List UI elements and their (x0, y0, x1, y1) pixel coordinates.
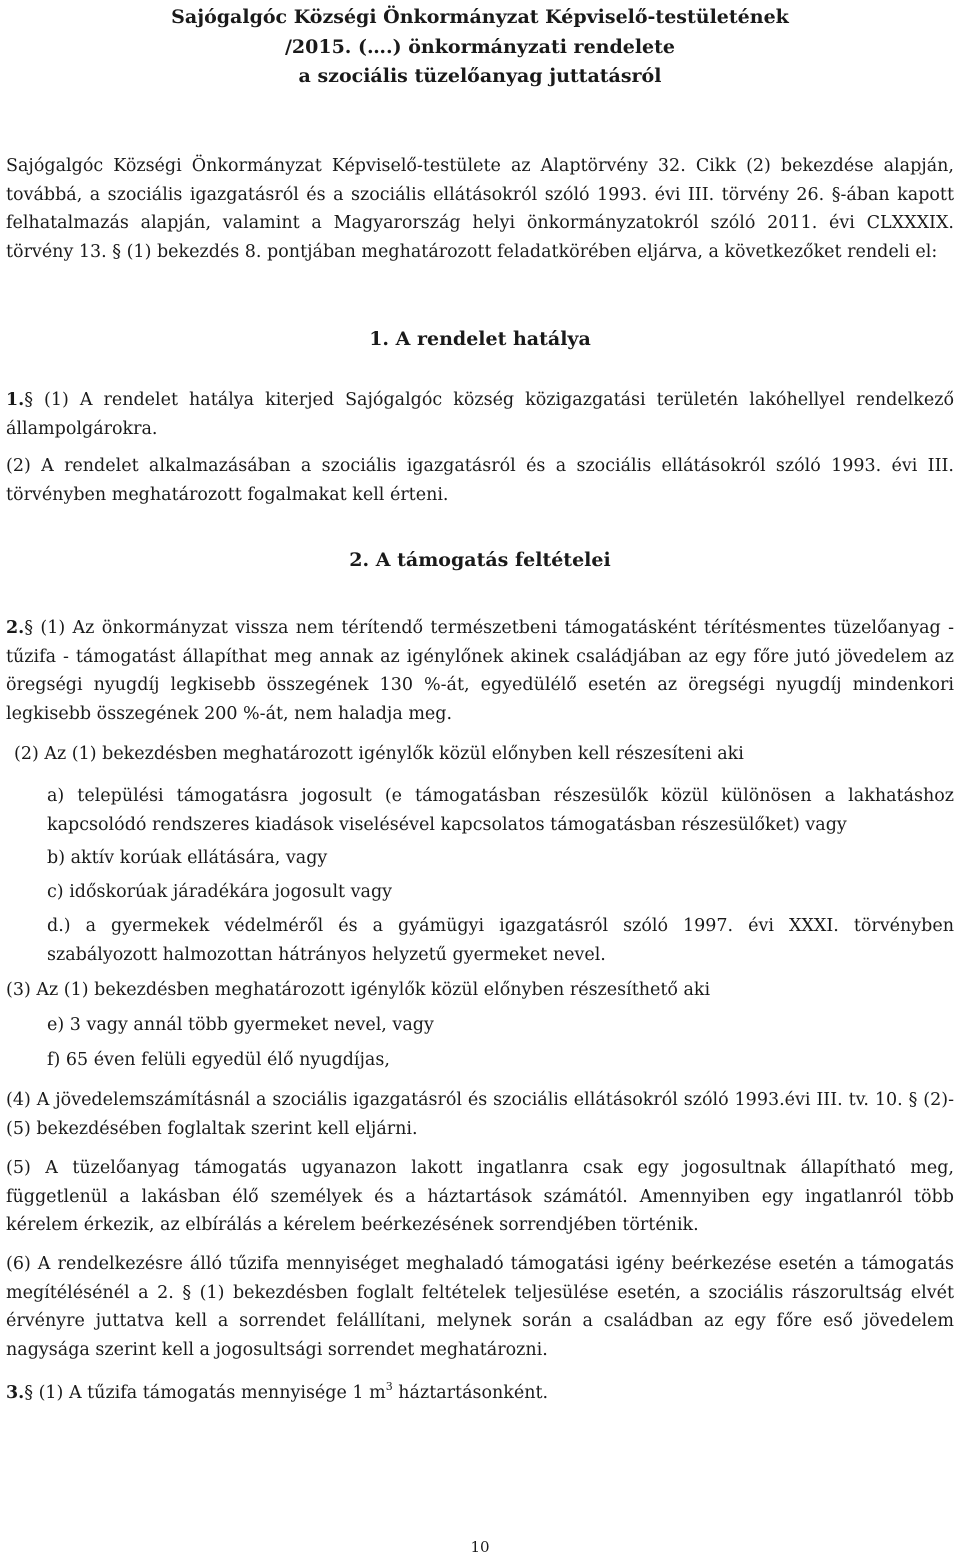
title-line-1: Sajógalgóc Községi Önkormányzat Képviselő-testületének (171, 6, 789, 28)
section-2-paragraph-3: (3) Az (1) bekezdésben meghatározott igénylők közül előnyben részesíthető aki (6, 980, 711, 1000)
title-line-2: /2015. (….) önkormányzati rendelete (284, 35, 676, 58)
section-2-paragraph-6: (6) A rendelkezésre álló tűzifa mennyiséget meghaladó támogatási igény beérkezése esetén a támogatás megítélésénél a 2. § (1) bekezdésben foglalt feltételek teljesülése esetén, a szociális rászorultság elvét érvényre juttatva kell a sorrendet felállítani, melynek során a családban az egy főre eső jövedelem nagysága szerint kell a jogosultsági sorrendet meghatározni. (6, 1254, 954, 1360)
superscript: 3 (385, 1380, 393, 1394)
section-1-paragraph-2: (2) A rendelet alkalmazásában a szociális igazgatásról és a szociális ellátásokról szóló 1993. évi III. törvényben meghatározott fogalmakat kell érteni. (6, 456, 954, 505)
section-2-paragraph-2: (2) Az (1) bekezdésben meghatározott igénylők közül előnyben kell részesíteni aki (14, 744, 744, 764)
section-1-heading: 1. A rendelet hatálya (369, 328, 591, 350)
paragraph-text: § (1) A tűzifa támogatás mennyisége 1 m (24, 1383, 386, 1403)
section-2-paragraph-5: (5) A tüzelőanyag támogatás ugyanazon lakott ingatlanra csak egy jogosultnak állapítható meg, függetlenül a lakásban élő személyek és a háztartások számától. Amennyiben egy ingatlanról több kérelem érkezik, az elbírálás a kérelem beérkezésének sorrendjében történik. (6, 1158, 954, 1236)
section-1-paragraph-1 (6, 386, 954, 443)
section-2-paragraph-1 (6, 614, 954, 728)
section-2-heading: 2. A támogatás feltételei (349, 549, 611, 571)
paragraph-text: § (1) A rendelet hatálya kiterjed Sajógalgóc község közigazgatási területén lakóhellyel rendelkező állampolgárokra. (6, 390, 954, 439)
page-number: 10 (470, 1538, 490, 1556)
paragraph-text: § (1) Az önkormányzat vissza nem térítendő természetbeni támogatásként térítésmentes tüzelőanyag - tűzifa - támogatást állapíthat meg annak az igénylőnek akinek családjában az egy főre jutó jövedelem az öregségi nyugdíj legkisebb összegének 130 %-át, egyedülélő esetén az öregségi nyugdíj mindenkori legkisebb összegének 200 %-át, nem haladja meg. (6, 618, 954, 724)
document-title (0, 3, 960, 92)
section-3-paragraph-1 (6, 1379, 954, 1408)
section-number: 1. (6, 390, 25, 410)
section-number: 3. (6, 1383, 25, 1403)
section-2-paragraph-4: (4) A jövedelemszámításnál a szociális igazgatásról és szociális ellátásokról szóló 1993.évi III. tv. 10. § (2)-(5) bekezdésében foglaltak szerint kell eljárni. (6, 1090, 954, 1139)
list-item-f: f) 65 éven felüli egyedül élő nyugdíjas, (47, 1050, 390, 1070)
list-item-e: e) 3 vagy annál több gyermeket nevel, vagy (47, 1015, 434, 1035)
title-line-3: a szociális tüzelőanyag juttatásról (298, 65, 662, 87)
preamble: Sajógalgóc Községi Önkormányzat Képviselő-testülete az Alaptörvény 32. Cikk (2) bekezdése alapján, továbbá, a szociális igazgatásról és a szociális ellátásokról szóló 1993. évi III. törvény 26. §-ában kapott felhatalmazás alapján, valamint a Magyarország helyi önkormányzatokról szóló 2011. évi CLXXXIX. törvény 13. § (1) bekezdés 8. pontjában meghatározott feladatkörében eljárva, a következőket rendeli el: (6, 156, 954, 262)
section-number: 2. (6, 618, 25, 638)
list-item-a: a) települési támogatásra jogosult (e támogatásban részesülők közül különösen a lakhatáshoz kapcsolódó rendszeres kiadások viselésével kapcsolatos támogatásban részesülőket) vagy (47, 786, 954, 835)
paragraph-text-tail: háztartásonként. (392, 1383, 549, 1403)
list-item-b: b) aktív korúak ellátására, vagy (47, 848, 328, 868)
list-item-c: c) időskorúak járadékára jogosult vagy (47, 882, 393, 902)
list-item-d: d.) a gyermekek védelméről és a gyámügyi igazgatásról szóló 1997. évi XXXI. törvényben szabályozott halmozottan hátrányos helyzetű gyermeket nevel. (47, 916, 954, 965)
